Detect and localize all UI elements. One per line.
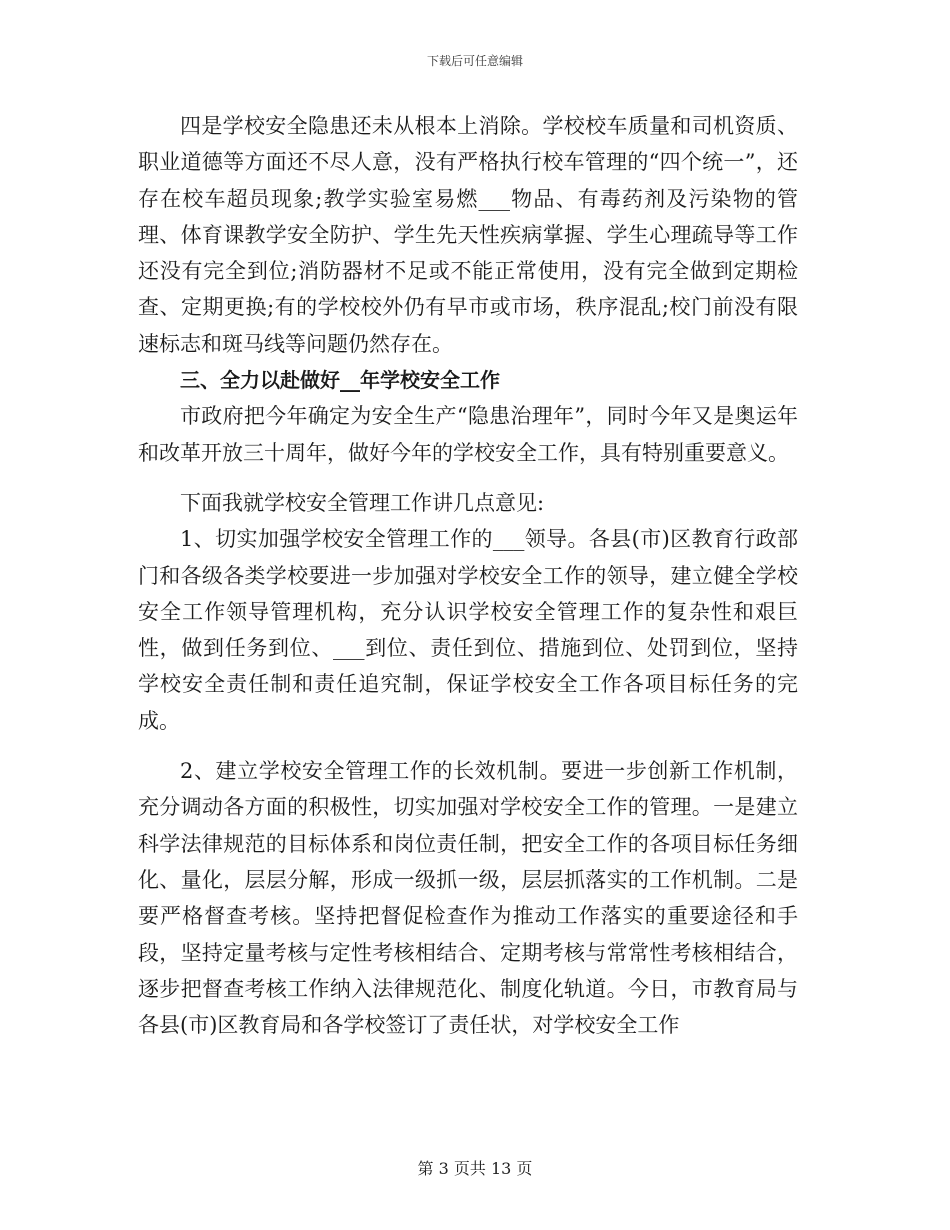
page-footer: 第 3 页共 13 页 <box>417 1159 533 1178</box>
page-header: 下载后可任意编辑 <box>426 54 523 68</box>
paragraph-hazard-year: 市政府把今年确定为安全生产“隐患治理年”，同时今年又是奥运年和改革开放三十周年，做好今年的学校安全工作，具有特别重要意义。 <box>138 404 798 465</box>
section-heading-3: 三、全力以赴做好__年学校安全工作 <box>180 368 500 393</box>
document-body <box>138 108 798 1043</box>
paragraph-intro-opinions: 下面我就学校安全管理工作讲几点意见: <box>180 490 545 515</box>
paragraph-spacer <box>138 471 798 485</box>
paragraph-hidden-dangers: 四是学校安全隐患还未从根本上消除。学校校车质量和司机资质、职业道德等方面还不尽人意，没有严格执行校车管理的“四个统一”，还存在校车超员现象;教学实验室易燃___物品、有毒药剂及污染物的管理、体育课教学安全防护、学生先天性疾病掌握、学生心理疏导等工作还没有完全到位;消防器材不足或不能正常使用，没有完全做到定期检查、定期更换;有的学校校外仍有早市或市场，秩序混乱;校门前没有限速标志和斑马线等问题仍然存在。 <box>138 114 798 356</box>
paragraph-point-1: 1、切实加强学校安全管理工作的___领导。各县(市)区教育行政部门和各级各类学校要进一步加强对学校安全工作的领导，建立健全学校安全工作领导管理机构，充分认识学校安全管理工作的复杂性和艰巨性，做到任务到位、___到位、责任到位、措施到位、处罚到位，坚持学校安全责任制和责任追究制，保证学校安全工作各项目标任务的完成。 <box>138 527 798 733</box>
paragraph-spacer <box>138 739 798 753</box>
paragraph-point-2: 2、建立学校安全管理工作的长效机制。要进一步创新工作机制，充分调动各方面的积极性，切实加强对学校安全工作的管理。一是建立科学法律规范的目标体系和岗位责任制，把安全工作的各项目标任务细化、量化，层层分解，形成一级抓一级，层层抓落实的工作机制。二是要严格督查考核。坚持把督促检查作为推动工作落实的重要途径和手段，坚持定量考核与定性考核相结合、定期考核与常常性考核相结合，逐步把督查考核工作纳入法律规范化、制度化轨道。今日，市教育局与各县(市)区教育局和各学校签订了责任状，对学校安全工作 <box>138 759 798 1038</box>
